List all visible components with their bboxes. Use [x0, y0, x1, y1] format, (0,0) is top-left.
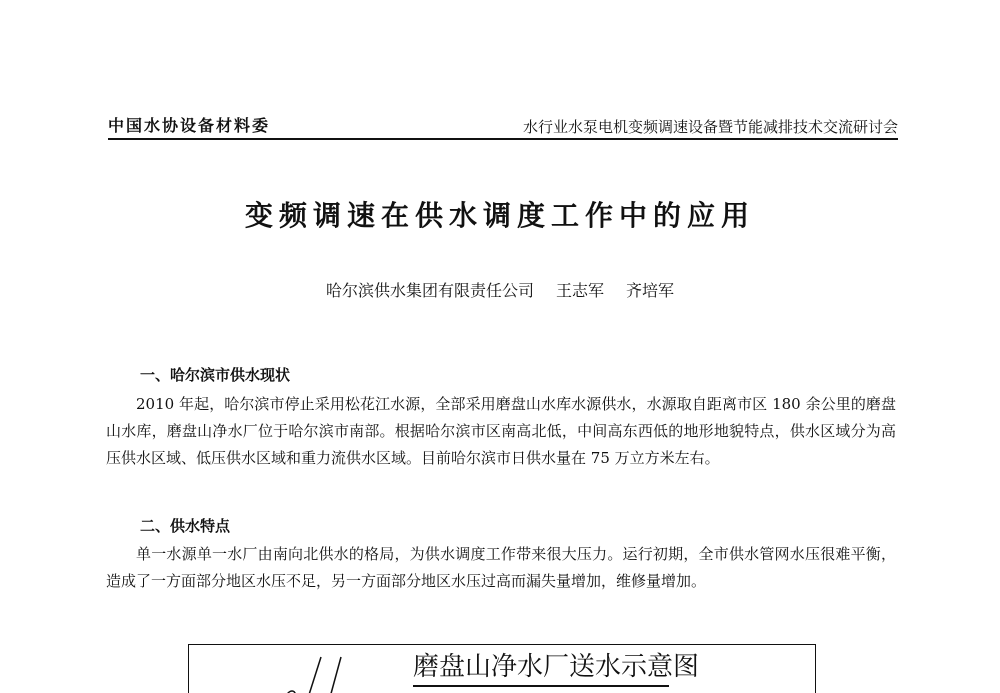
author-line [0, 280, 1000, 302]
running-header-left: 中国水协设备材料委 [108, 116, 271, 135]
header-divider [108, 138, 898, 140]
figure-line [307, 657, 321, 693]
figure-line [329, 657, 341, 693]
figure-title-underline [413, 685, 669, 687]
figure-frame [188, 644, 816, 693]
author-name: 王志军 [555, 281, 604, 300]
section-paragraph: 2010 年起，哈尔滨市停止采用松花江水源，全部采用磨盘山水库水源供水，水源取自距离市区 180 余公里的磨盘山水库，磨盘山净水厂位于哈尔滨市南部。根据哈尔滨市区南高北低，中间高东西低的地形地貌特点，供水区域分为高压供水区域、低压供水区域和重力流供水区域。目前哈尔滨市日供水量在 75 万立方米左右。 [106, 395, 896, 467]
author-name: 齐培军 [626, 281, 675, 300]
paper-title: 变频调速在供水调度工作中的应用 [244, 199, 755, 232]
section-paragraph: 单一水源单一水厂由南向北供水的格局，为供水调度工作带来很大压力。运行初期，全市供水管网水压很难平衡，造成了一方面部分地区水压不足，另一方面部分地区水压过高而漏失量增加，维修量增加。 [106, 545, 896, 590]
figure-title: 磨盘山净水厂送水示意图 [413, 652, 700, 682]
section-heading: 二、供水特点 [140, 517, 231, 535]
author-affiliation: 哈尔滨供水集团有限责任公司 [325, 281, 534, 300]
section-heading: 一、哈尔滨市供水现状 [140, 366, 291, 384]
running-header-right: 水行业水泵电机变频调速设备暨节能减排技术交流研讨会 [522, 118, 898, 136]
figure-pipe-lines [277, 649, 357, 693]
